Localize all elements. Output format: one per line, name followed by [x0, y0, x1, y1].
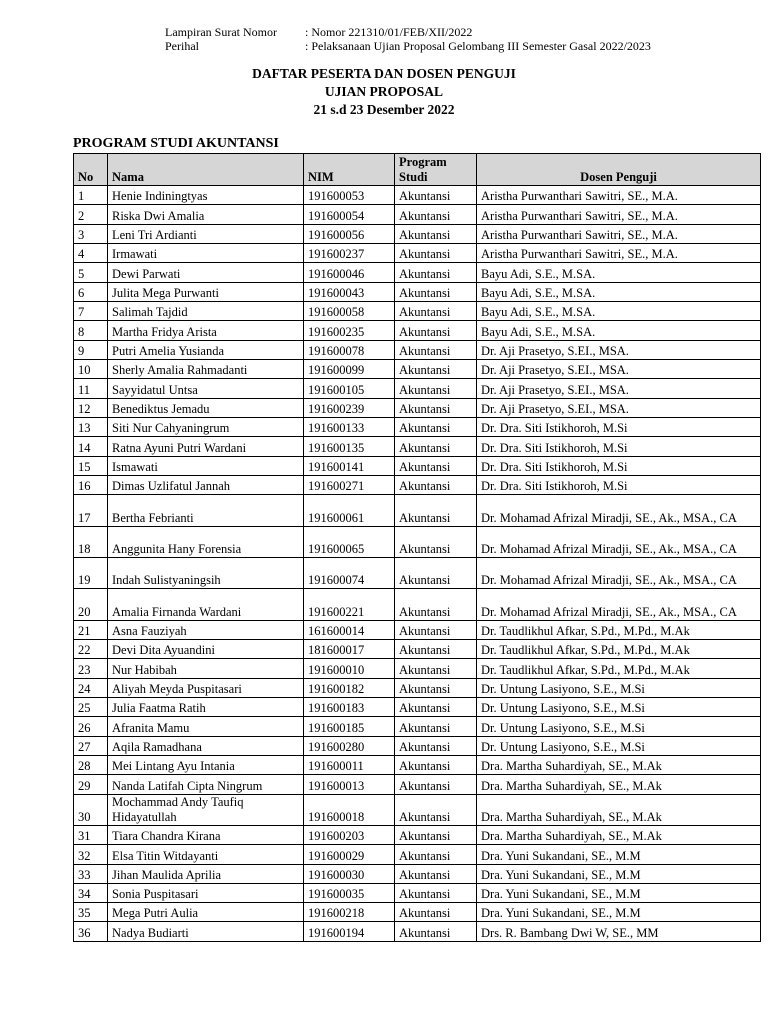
cell-no: 13 — [74, 417, 108, 436]
cell-nim: 191600011 — [304, 755, 395, 774]
letter-meta — [165, 25, 651, 53]
table-row — [74, 186, 761, 205]
cell-dosen-penguji: Bayu Adi, S.E., M.SA. — [477, 321, 761, 340]
cell-program-studi: Akuntansi — [395, 321, 477, 340]
cell-nama: Riska Dwi Amalia — [108, 205, 304, 224]
cell-nim: 191600058 — [304, 301, 395, 320]
cell-nama: Irmawati — [108, 243, 304, 262]
cell-nama: Leni Tri Ardianti — [108, 224, 304, 243]
cell-dosen-penguji: Dr. Dra. Siti Istikhoroh, M.Si — [477, 475, 761, 494]
document-date: 21 s.d 23 Desember 2022 — [313, 102, 455, 117]
cell-no: 28 — [74, 755, 108, 774]
table-row — [74, 639, 761, 658]
table-row — [74, 557, 761, 588]
cell-nama: Indah Sulistyaningsih — [108, 557, 304, 588]
cell-dosen-penguji: Dr. Mohamad Afrizal Miradji, SE., Ak., MSA., CA — [477, 526, 761, 557]
table-row — [74, 398, 761, 417]
cell-no: 29 — [74, 775, 108, 794]
cell-no: 33 — [74, 864, 108, 883]
table-row — [74, 359, 761, 378]
cell-no: 16 — [74, 475, 108, 494]
lampiran-row — [165, 25, 651, 39]
cell-nama: Sonia Puspitasari — [108, 883, 304, 902]
cell-program-studi: Akuntansi — [395, 301, 477, 320]
cell-program-studi: Akuntansi — [395, 864, 477, 883]
header-nim: NIM — [304, 154, 395, 186]
cell-dosen-penguji: Aristha Purwanthari Sawitri, SE., M.A. — [477, 224, 761, 243]
table-row — [74, 301, 761, 320]
cell-nim: 191600099 — [304, 359, 395, 378]
table-row — [74, 243, 761, 262]
cell-no: 30 — [74, 794, 108, 825]
cell-no: 17 — [74, 495, 108, 526]
cell-program-studi: Akuntansi — [395, 825, 477, 844]
cell-dosen-penguji: Dr. Dra. Siti Istikhoroh, M.Si — [477, 417, 761, 436]
participants-table — [73, 153, 761, 942]
cell-nama: Afranita Mamu — [108, 717, 304, 736]
cell-no: 25 — [74, 697, 108, 716]
cell-dosen-penguji: Dra. Martha Suhardiyah, SE., M.Ak — [477, 825, 761, 844]
cell-nama: Siti Nur Cahyaningrum — [108, 417, 304, 436]
cell-program-studi: Akuntansi — [395, 794, 477, 825]
cell-no: 3 — [74, 224, 108, 243]
table-row — [74, 883, 761, 902]
cell-nim: 191600239 — [304, 398, 395, 417]
cell-program-studi: Akuntansi — [395, 736, 477, 755]
table-row — [74, 475, 761, 494]
cell-program-studi: Akuntansi — [395, 243, 477, 262]
cell-nim: 191600013 — [304, 775, 395, 794]
cell-nim: 191600074 — [304, 557, 395, 588]
table-row — [74, 263, 761, 282]
cell-nama: Anggunita Hany Forensia — [108, 526, 304, 557]
document-subtitle: UJIAN PROPOSAL — [324, 84, 444, 99]
cell-program-studi: Akuntansi — [395, 845, 477, 864]
cell-nim: 191600218 — [304, 903, 395, 922]
cell-nama: Tiara Chandra Kirana — [108, 825, 304, 844]
cell-program-studi: Akuntansi — [395, 417, 477, 436]
cell-nama: Nanda Latifah Cipta Ningrum — [108, 775, 304, 794]
cell-nama: Sayyidatul Untsa — [108, 379, 304, 398]
cell-dosen-penguji: Dra. Yuni Sukandani, SE., M.M — [477, 845, 761, 864]
cell-program-studi: Akuntansi — [395, 557, 477, 588]
cell-no: 31 — [74, 825, 108, 844]
lampiran-value: : Nomor 221310/01/FEB/XII/2022 — [305, 25, 473, 39]
cell-no: 10 — [74, 359, 108, 378]
cell-nim: 191600105 — [304, 379, 395, 398]
cell-dosen-penguji: Dra. Martha Suhardiyah, SE., M.Ak — [477, 794, 761, 825]
cell-no: 26 — [74, 717, 108, 736]
cell-nim: 191600061 — [304, 495, 395, 526]
cell-program-studi: Akuntansi — [395, 437, 477, 456]
cell-dosen-penguji: Dra. Yuni Sukandani, SE., M.M — [477, 903, 761, 922]
table-row — [74, 456, 761, 475]
cell-nama: Elsa Titin Witdayanti — [108, 845, 304, 864]
cell-dosen-penguji: Dr. Taudlikhul Afkar, S.Pd., M.Pd., M.Ak — [477, 659, 761, 678]
cell-dosen-penguji: Dr. Dra. Siti Istikhoroh, M.Si — [477, 437, 761, 456]
cell-program-studi: Akuntansi — [395, 589, 477, 620]
table-row — [74, 922, 761, 941]
cell-no: 21 — [74, 620, 108, 639]
cell-program-studi: Akuntansi — [395, 456, 477, 475]
table-row — [74, 224, 761, 243]
cell-dosen-penguji: Dr. Aji Prasetyo, S.EI., MSA. — [477, 379, 761, 398]
cell-program-studi: Akuntansi — [395, 186, 477, 205]
header-no: No — [74, 154, 108, 186]
table-row — [74, 495, 761, 526]
cell-no: 34 — [74, 883, 108, 902]
cell-program-studi: Akuntansi — [395, 379, 477, 398]
perihal-label: Perihal — [165, 39, 199, 53]
cell-dosen-penguji: Aristha Purwanthari Sawitri, SE., M.A. — [477, 243, 761, 262]
cell-dosen-penguji: Dr. Mohamad Afrizal Miradji, SE., Ak., MSA., CA — [477, 589, 761, 620]
cell-dosen-penguji: Aristha Purwanthari Sawitri, SE., M.A. — [477, 205, 761, 224]
cell-no: 32 — [74, 845, 108, 864]
cell-nama: Devi Dita Ayuandini — [108, 639, 304, 658]
cell-dosen-penguji: Dr. Mohamad Afrizal Miradji, SE., Ak., MSA., CA — [477, 495, 761, 526]
cell-nama: Ismawati — [108, 456, 304, 475]
cell-nim: 191600029 — [304, 845, 395, 864]
cell-nim: 161600014 — [304, 620, 395, 639]
cell-dosen-penguji: Dra. Yuni Sukandani, SE., M.M — [477, 883, 761, 902]
table-row — [74, 589, 761, 620]
cell-nim: 191600133 — [304, 417, 395, 436]
section-title: PROGRAM STUDI AKUNTANSI — [73, 136, 279, 151]
cell-dosen-penguji: Dr. Aji Prasetyo, S.EI., MSA. — [477, 340, 761, 359]
cell-dosen-penguji: Drs. R. Bambang Dwi W, SE., MM — [477, 922, 761, 941]
cell-dosen-penguji: Dr. Mohamad Afrizal Miradji, SE., Ak., MSA., CA — [477, 557, 761, 588]
cell-no: 12 — [74, 398, 108, 417]
cell-program-studi: Akuntansi — [395, 755, 477, 774]
table-row — [74, 620, 761, 639]
table-row — [74, 205, 761, 224]
cell-nama: Martha Fridya Arista — [108, 321, 304, 340]
cell-nim: 191600141 — [304, 456, 395, 475]
cell-no: 5 — [74, 263, 108, 282]
cell-nim: 191600035 — [304, 883, 395, 902]
cell-no: 7 — [74, 301, 108, 320]
cell-dosen-penguji: Dr. Aji Prasetyo, S.EI., MSA. — [477, 359, 761, 378]
cell-no: 15 — [74, 456, 108, 475]
cell-program-studi: Akuntansi — [395, 620, 477, 639]
cell-no: 23 — [74, 659, 108, 678]
cell-program-studi: Akuntansi — [395, 340, 477, 359]
cell-nama: Mei Lintang Ayu Intania — [108, 755, 304, 774]
cell-dosen-penguji: Dr. Untung Lasiyono, S.E., M.Si — [477, 697, 761, 716]
cell-nim: 191600280 — [304, 736, 395, 755]
table-row — [74, 526, 761, 557]
cell-no: 36 — [74, 922, 108, 941]
table-row — [74, 340, 761, 359]
cell-dosen-penguji: Dr. Taudlikhul Afkar, S.Pd., M.Pd., M.Ak — [477, 620, 761, 639]
cell-nim: 191600056 — [304, 224, 395, 243]
table-row — [74, 864, 761, 883]
cell-nama: Henie Indiningtyas — [108, 186, 304, 205]
cell-no: 4 — [74, 243, 108, 262]
table-row — [74, 755, 761, 774]
cell-nama: Mega Putri Aulia — [108, 903, 304, 922]
cell-program-studi: Akuntansi — [395, 659, 477, 678]
cell-nim: 191600237 — [304, 243, 395, 262]
cell-dosen-penguji: Bayu Adi, S.E., M.SA. — [477, 263, 761, 282]
table-row — [74, 379, 761, 398]
cell-no: 6 — [74, 282, 108, 301]
cell-dosen-penguji: Dr. Untung Lasiyono, S.E., M.Si — [477, 717, 761, 736]
cell-nim: 191600053 — [304, 186, 395, 205]
cell-no: 20 — [74, 589, 108, 620]
cell-no: 9 — [74, 340, 108, 359]
cell-program-studi: Akuntansi — [395, 282, 477, 301]
cell-program-studi: Akuntansi — [395, 717, 477, 736]
cell-dosen-penguji: Dr. Untung Lasiyono, S.E., M.Si — [477, 678, 761, 697]
cell-program-studi: Akuntansi — [395, 526, 477, 557]
cell-dosen-penguji: Dra. Martha Suhardiyah, SE., M.Ak — [477, 755, 761, 774]
cell-nim: 191600235 — [304, 321, 395, 340]
cell-nama: Aliyah Meyda Puspitasari — [108, 678, 304, 697]
cell-nim: 191600135 — [304, 437, 395, 456]
cell-no: 19 — [74, 557, 108, 588]
cell-nim: 191600018 — [304, 794, 395, 825]
cell-no: 14 — [74, 437, 108, 456]
cell-nim: 181600017 — [304, 639, 395, 658]
cell-dosen-penguji: Aristha Purwanthari Sawitri, SE., M.A. — [477, 186, 761, 205]
cell-nama: Benediktus Jemadu — [108, 398, 304, 417]
cell-nama: Ratna Ayuni Putri Wardani — [108, 437, 304, 456]
cell-dosen-penguji: Dr. Aji Prasetyo, S.EI., MSA. — [477, 398, 761, 417]
cell-nim: 191600065 — [304, 526, 395, 557]
cell-program-studi: Akuntansi — [395, 205, 477, 224]
cell-program-studi: Akuntansi — [395, 678, 477, 697]
table-row — [74, 321, 761, 340]
table-row — [74, 845, 761, 864]
cell-program-studi: Akuntansi — [395, 263, 477, 282]
cell-no: 27 — [74, 736, 108, 755]
cell-no: 2 — [74, 205, 108, 224]
cell-nim: 191600182 — [304, 678, 395, 697]
table-row — [74, 282, 761, 301]
cell-nim: 191600271 — [304, 475, 395, 494]
cell-no: 24 — [74, 678, 108, 697]
header-dosen-penguji: Dosen Penguji — [477, 154, 761, 186]
cell-program-studi: Akuntansi — [395, 639, 477, 658]
cell-nim: 191600194 — [304, 922, 395, 941]
cell-no: 1 — [74, 186, 108, 205]
cell-nama: Salimah Tajdid — [108, 301, 304, 320]
cell-nim: 191600030 — [304, 864, 395, 883]
table-row — [74, 697, 761, 716]
perihal-value: : Pelaksanaan Ujian Proposal Gelombang III Semester Gasal 2022/2023 — [305, 39, 651, 53]
cell-nim: 191600046 — [304, 263, 395, 282]
cell-program-studi: Akuntansi — [395, 398, 477, 417]
cell-program-studi: Akuntansi — [395, 475, 477, 494]
cell-dosen-penguji: Bayu Adi, S.E., M.SA. — [477, 282, 761, 301]
cell-no: 35 — [74, 903, 108, 922]
table-row — [74, 717, 761, 736]
cell-nama: Amalia Firnanda Wardani — [108, 589, 304, 620]
cell-nim: 191600078 — [304, 340, 395, 359]
cell-nama: Nadya Budiarti — [108, 922, 304, 941]
cell-no: 22 — [74, 639, 108, 658]
cell-program-studi: Akuntansi — [395, 922, 477, 941]
cell-program-studi: Akuntansi — [395, 903, 477, 922]
cell-program-studi: Akuntansi — [395, 359, 477, 378]
table-row — [74, 417, 761, 436]
lampiran-label: Lampiran Surat Nomor — [165, 25, 277, 39]
cell-dosen-penguji: Bayu Adi, S.E., M.SA. — [477, 301, 761, 320]
cell-nim: 191600010 — [304, 659, 395, 678]
cell-nama: Putri Amelia Yusianda — [108, 340, 304, 359]
cell-nama: Nur Habibah — [108, 659, 304, 678]
cell-nama: Jihan Maulida Aprilia — [108, 864, 304, 883]
table-row — [74, 659, 761, 678]
cell-nama: Sherly Amalia Rahmadanti — [108, 359, 304, 378]
cell-no: 18 — [74, 526, 108, 557]
cell-nim: 191600185 — [304, 717, 395, 736]
perihal-row — [165, 39, 651, 53]
cell-nama: Bertha Febrianti — [108, 495, 304, 526]
cell-nim: 191600221 — [304, 589, 395, 620]
table-row — [74, 437, 761, 456]
cell-no: 11 — [74, 379, 108, 398]
document-title: DAFTAR PESERTA DAN DOSEN PENGUJI — [252, 66, 516, 81]
cell-nim: 191600054 — [304, 205, 395, 224]
cell-nama: Mochammad Andy Taufiq Hidayatullah — [108, 794, 304, 825]
table-header-row — [74, 154, 761, 186]
cell-nim: 191600043 — [304, 282, 395, 301]
cell-dosen-penguji: Dr. Taudlikhul Afkar, S.Pd., M.Pd., M.Ak — [477, 639, 761, 658]
table-row — [74, 825, 761, 844]
cell-program-studi: Akuntansi — [395, 775, 477, 794]
cell-dosen-penguji: Dr. Untung Lasiyono, S.E., M.Si — [477, 736, 761, 755]
header-nama: Nama — [108, 154, 304, 186]
table-row — [74, 678, 761, 697]
cell-program-studi: Akuntansi — [395, 883, 477, 902]
cell-dosen-penguji: Dra. Yuni Sukandani, SE., M.M — [477, 864, 761, 883]
table-row — [74, 775, 761, 794]
cell-dosen-penguji: Dra. Martha Suhardiyah, SE., M.Ak — [477, 775, 761, 794]
cell-nim: 191600203 — [304, 825, 395, 844]
header-program-studi: Program Studi — [395, 154, 477, 186]
table-row — [74, 903, 761, 922]
table-row — [74, 736, 761, 755]
cell-nama: Julia Faatma Ratih — [108, 697, 304, 716]
cell-program-studi: Akuntansi — [395, 224, 477, 243]
cell-nama: Asna Fauziyah — [108, 620, 304, 639]
cell-nama: Dewi Parwati — [108, 263, 304, 282]
table-row — [74, 794, 761, 825]
cell-nim: 191600183 — [304, 697, 395, 716]
cell-program-studi: Akuntansi — [395, 697, 477, 716]
cell-nama: Dimas Uzlifatul Jannah — [108, 475, 304, 494]
cell-dosen-penguji: Dr. Dra. Siti Istikhoroh, M.Si — [477, 456, 761, 475]
cell-no: 8 — [74, 321, 108, 340]
cell-nama: Julita Mega Purwanti — [108, 282, 304, 301]
cell-program-studi: Akuntansi — [395, 495, 477, 526]
cell-nama: Aqila Ramadhana — [108, 736, 304, 755]
